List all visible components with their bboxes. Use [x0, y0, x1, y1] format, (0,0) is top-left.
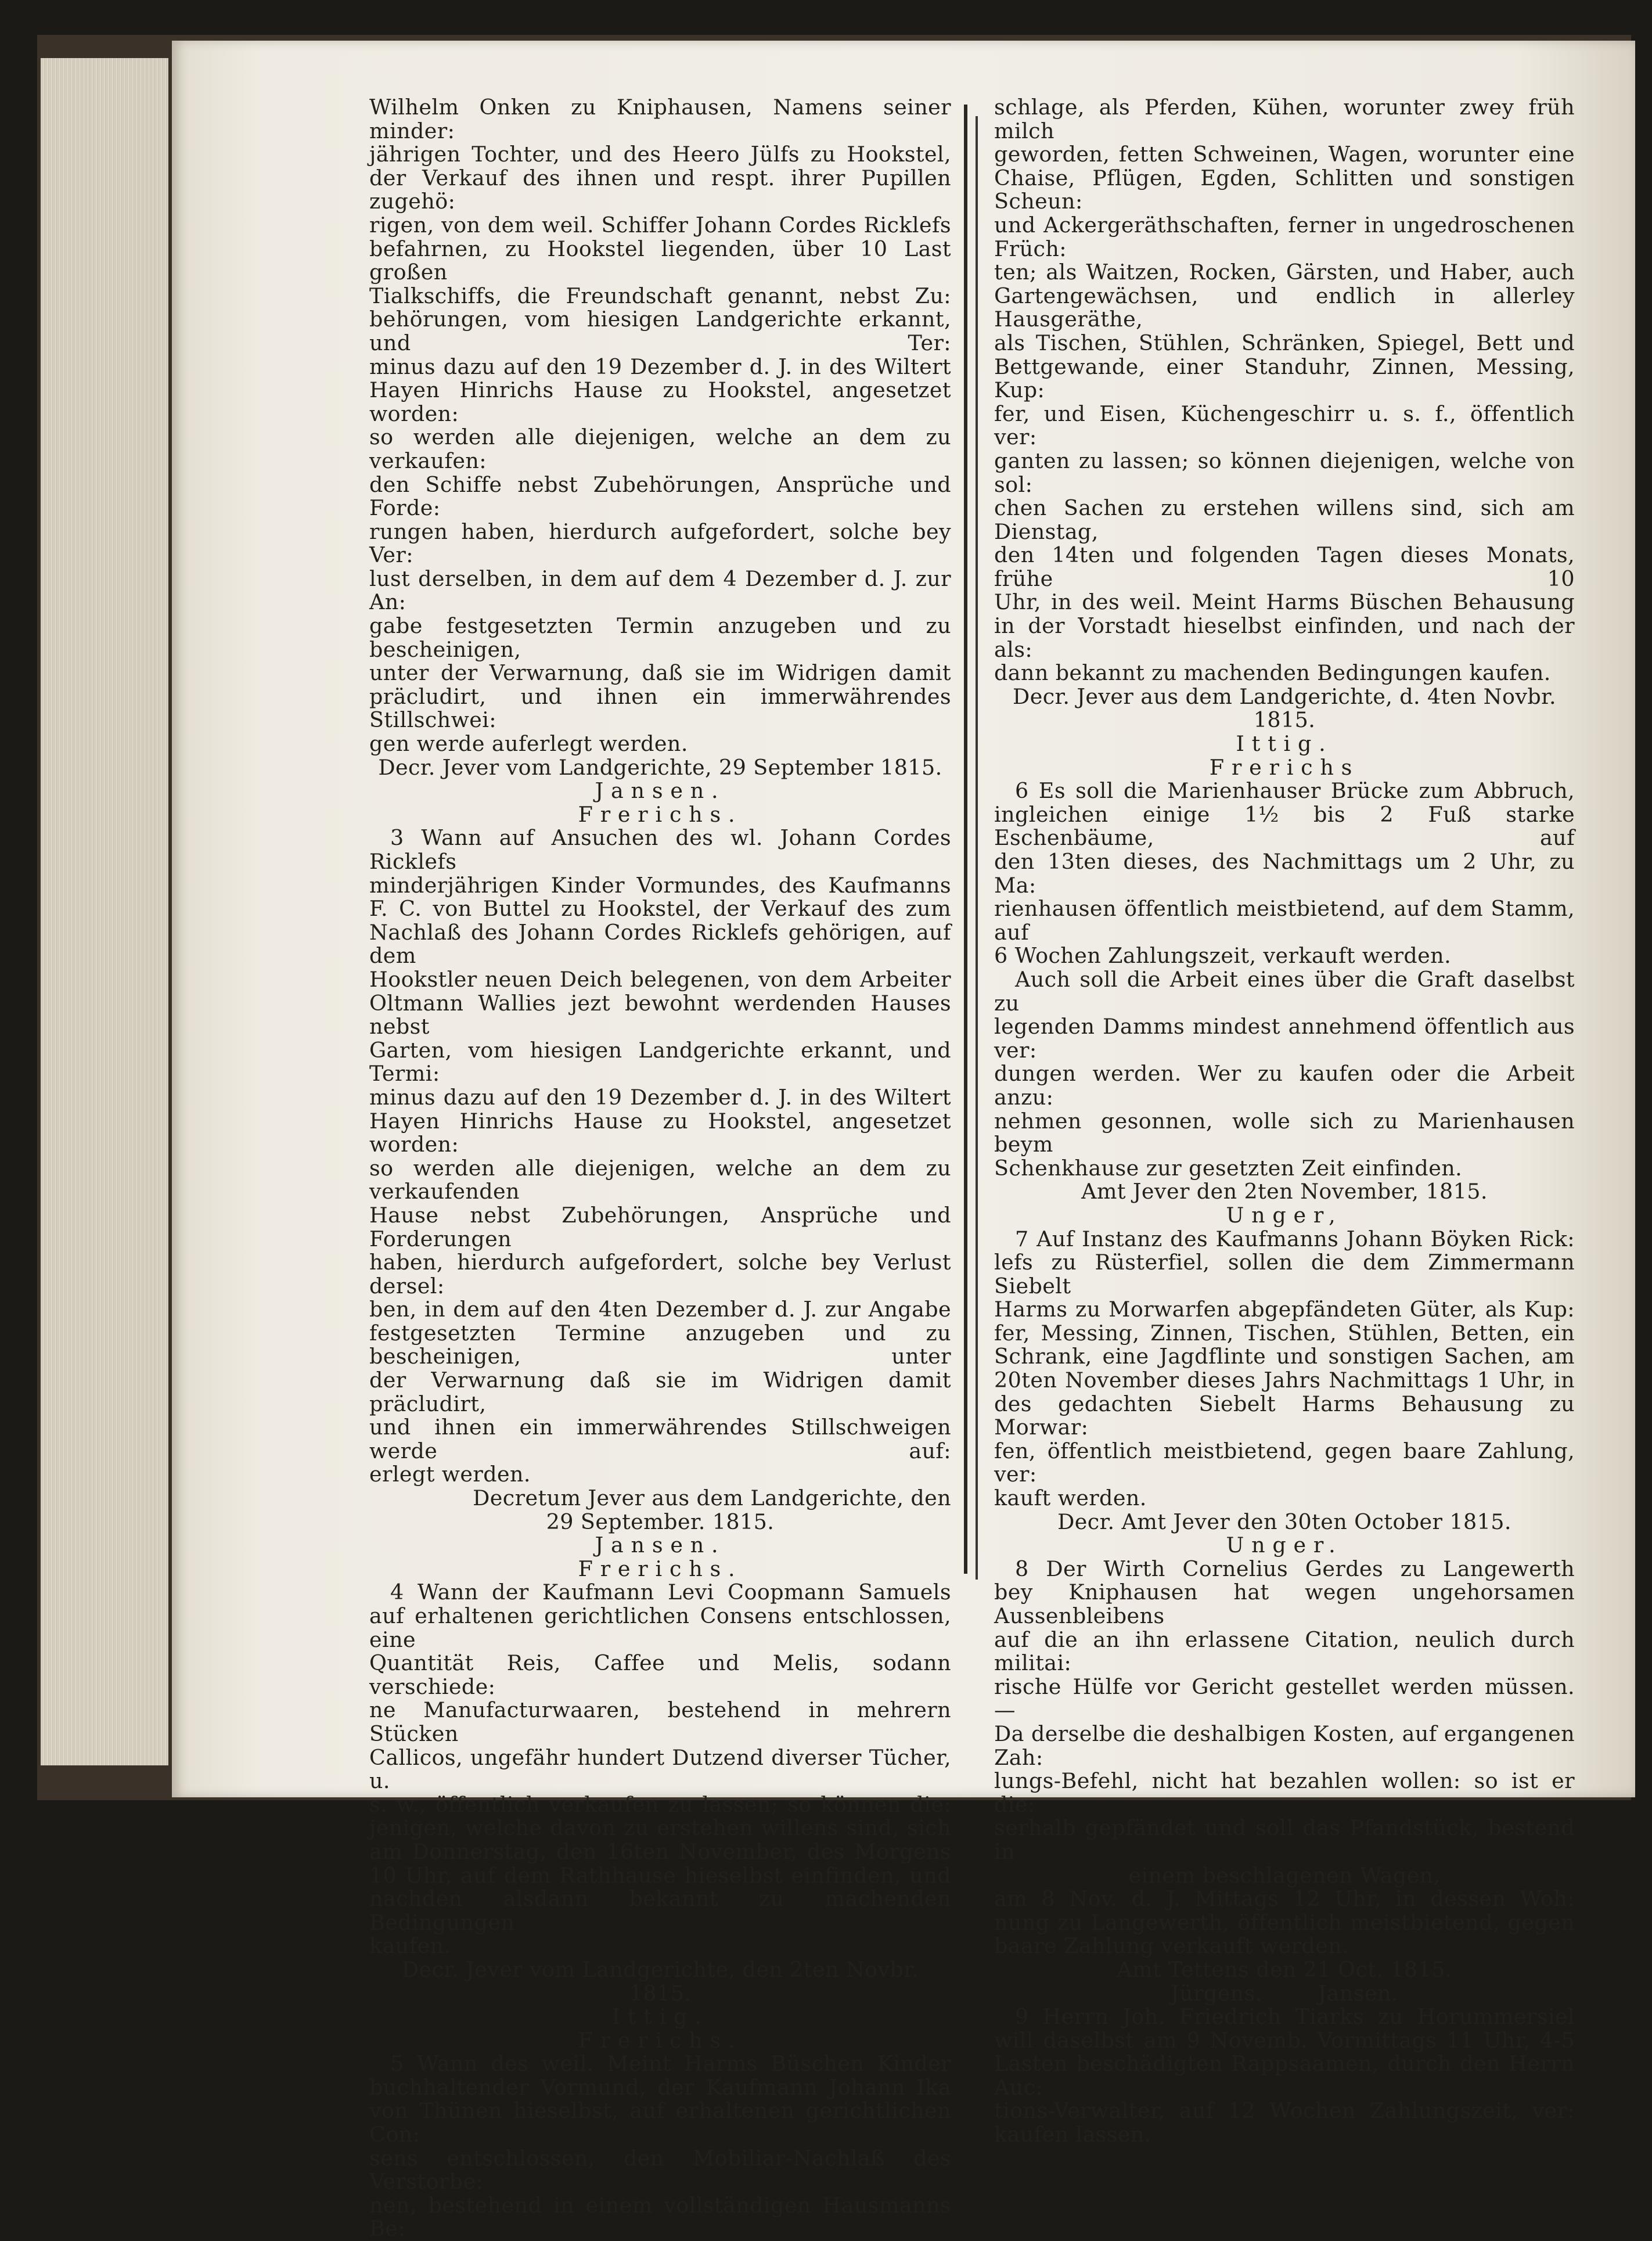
text-line: erlegt werden. [369, 1462, 531, 1487]
text-line: Harms zu Morwarfen abgepfändeten Güter, als Kup: [994, 1297, 1575, 1322]
text-line: nachden alsdann bekannt zu machenden Bedingungen [369, 1886, 951, 1935]
decree-line: Decretum Jever aus dem Landgerichte, den [473, 1485, 951, 1511]
notice-5-start: 5 Wann des weil. Meint Harms Büschen Kinder [390, 2051, 951, 2077]
signature-frerichs: Frerichs [1209, 754, 1360, 780]
notice-6-start: 6 Es soll die Marienhauser Brücke zum Abbruch, [1015, 778, 1575, 804]
signature-jansen: Jansen. [595, 778, 726, 804]
text-line: baare Zahlung verkauft werden. [994, 1933, 1349, 1959]
text-line: will daselbst am 9 Novemb. Vormittags 11 Uhr, 4-5 [994, 2027, 1575, 2053]
text-line: festgesetzten Termine anzugeben und zu bescheinigen, unter [369, 1320, 951, 1369]
text-line: rienhausen öffentlich meistbietend, auf dem Stamm, auf [994, 896, 1575, 945]
text-line: F. C. von Buttel zu Hookstel, der Verkauf des zum [369, 896, 951, 922]
notice-4-start: 4 Wann der Kaufmann Levi Coopmann Samuels [390, 1580, 951, 1605]
text-line: minus dazu auf den 19 Dezember d. J. in des Wiltert [369, 354, 951, 379]
text-line: befahrnen, zu Hookstel liegenden, über 10 Last großen [369, 236, 951, 285]
notice-8-start: 8 Der Wirth Cornelius Gerdes zu Langewerth [1015, 1556, 1575, 1581]
text-line: geworden, fetten Schweinen, Wagen, worunter eine [994, 142, 1575, 167]
notice-9-start: 9 Herrn Joh. Friedrich Tiarks zu Horummersiel [1015, 2004, 1575, 2030]
text-line: dungen werden. Wer zu kaufen oder die Arbeit anzu: [994, 1061, 1575, 1110]
signature-ittig: Ittig. [1236, 731, 1333, 757]
decree-line: Amt Jever den 2ten November, 1815. [1081, 1179, 1488, 1204]
text-line: buchhaltender Vormund, der Kaufmann Johann Ika [369, 2074, 951, 2100]
text-line: 20ten November dieses Jahrs Nachmittags 1 Uhr, in [994, 1368, 1575, 1393]
text-line: tions-Verwalter, auf 12 Wochen Zahlungszeit, ver: [994, 2098, 1575, 2124]
text-line: von Thünen hieselbst, auf erhaltenen gerichtlichen Con: [369, 2098, 951, 2148]
text-line: der Verwarnung daß sie im Widrigen damit präcludirt, [369, 1368, 951, 1416]
text-line: ingleichen einige 1½ bis 2 Fuß starke Eschenbäume, auf [994, 801, 1575, 851]
text-line: am 8 Nov. d. J. Mittags 12 Uhr, in dessen Woh: [994, 1886, 1575, 1912]
signature-ittig: Ittig. [611, 2004, 709, 2030]
text-line: chen Sachen zu erstehen willens sind, sich am Dienstag, [994, 495, 1575, 544]
text-line: jenigen, welche davon zu erstehen willens sind, sich [369, 1815, 951, 1841]
text-line: jährigen Tochter, und des Heero Jülfs zu Hookstel, [369, 142, 951, 167]
text-line: Lasten beschädigten Rappsaamen, durch den Herrn Auc: [994, 2051, 1575, 2100]
text-line: Auch soll die Arbeit eines über die Graft daselbst zu [994, 966, 1575, 1016]
signature-jansen: Jansen. [595, 1533, 726, 1558]
text-line: der Verkauf des ihnen und respt. ihrer Pupillen zugehö: [369, 165, 951, 214]
text-line: rungen haben, hierdurch aufgefordert, solche bey Ver: [369, 519, 951, 568]
text-line: Schrank, eine Jagdflinte und sonstigen Sachen, am [994, 1344, 1575, 1369]
text-line: rische Hülfe vor Gericht gestellet werden müssen. — [994, 1674, 1575, 1723]
text-line: minderjährigen Kinder Vormundes, des Kaufmanns [369, 872, 951, 898]
decree-line: Decr. Amt Jever den 30ten October 1815. [1057, 1509, 1511, 1534]
text-line: s. w., öffentlich verkaufen zu lassen; so können die: [369, 1792, 951, 1817]
text-line: Wilhelm Onken zu Kniphausen, Namens seiner minder: [369, 95, 951, 143]
text-line: Chaise, Pflügen, Egden, Schlitten und sonstigen Scheun: [994, 165, 1575, 214]
text-line: nehmen gesonnen, wolle sich zu Marienhausen beym [994, 1108, 1575, 1157]
text-line: Nachlaß des Johann Cordes Ricklefs gehörigen, auf dem [369, 919, 951, 969]
signature-unger: Unger, [1226, 1202, 1343, 1228]
text-line: Bettgewande, einer Standuhr, Zinnen, Messing, Kup: [994, 354, 1575, 403]
text-line: auf die an ihn erlassene Citation, neulich durch militai: [994, 1627, 1575, 1676]
text-line: haben, hierdurch aufgefordert, solche bey Verlust dersel: [369, 1250, 951, 1298]
text-line: Callicos, ungefähr hundert Dutzend diverser Tücher, u. [369, 1744, 951, 1794]
notice-7-start: 7 Auf Instanz des Kaufmanns Johann Böyken Rick: [1015, 1226, 1575, 1251]
text-line: so werden alle diejenigen, welche an dem zu verkaufen: [369, 425, 951, 473]
text-line: Tialkschiffs, die Freundschaft genannt, nebst Zu: [369, 283, 951, 308]
text-line: in der Vorstadt hieselbst einfinden, und nach der als: [994, 613, 1575, 662]
text-line: einem beschlagenen Wagen, [1128, 1862, 1441, 1888]
text-line: ben, in dem auf den 4ten Dezember d. J. zur Angabe [369, 1297, 951, 1322]
text-line: behörungen, vom hiesigen Landgerichte erkannt, und Ter: [369, 307, 951, 355]
text-line: des gedachten Siebelt Harms Behausung zu Morwar: [994, 1391, 1575, 1440]
text-line: Hayen Hinrichs Hause zu Hookstel, angesetzet worden: [369, 1108, 951, 1157]
text-line: Da derselbe die deshalbigen Kosten, auf ergangenen Zah: [994, 1721, 1575, 1770]
decree-line: Decr. Jever aus dem Landgerichte, d. 4ten Novbr. 1815. [1013, 684, 1556, 733]
signature-frerichs: Frerichs. [578, 2027, 743, 2053]
decree-line: Amt Tettens den 21 Oct. 1815. [1117, 1956, 1452, 1982]
text-line: unter der Verwarnung, daß sie im Widrigen damit [369, 660, 951, 686]
text-line: gen werde auferlegt werden. [369, 731, 688, 757]
right-column [994, 96, 1575, 2147]
signature-frerichs: Frerichs. [578, 1556, 743, 1581]
text-line: Schenkhause zur gesetzten Zeit einfinden. [994, 1155, 1463, 1181]
text-line: dann bekannt zu machenden Bedingungen kaufen. [994, 660, 1551, 686]
text-line: Hause nebst Zubehörungen, Ansprüche und Forderungen [369, 1202, 951, 1251]
text-line: fer, Messing, Zinnen, Tischen, Stühlen, Betten, ein [994, 1320, 1575, 1346]
text-line: 10 Uhr, auf dem Rathhause hieselbst einfinden, und [369, 1862, 951, 1888]
text-line: minus dazu auf den 19 Dezember d. J. in des Wiltert [369, 1084, 951, 1110]
column-rule-inner [976, 116, 978, 1580]
signatures-juergens-jansen: Jürgens. Jansen. [1171, 1980, 1398, 2006]
text-line: auf erhaltenen gerichtlichen Consens entschlossen, eine [369, 1603, 951, 1652]
text-line: Hookstler neuen Deich belegenen, von dem Arbeiter [369, 966, 951, 992]
text-line: schlage, als Pferden, Kühen, worunter zwey früh milch [994, 95, 1575, 143]
text-line: lungs-Befehl, nicht hat bezahlen wollen: so ist er die: [994, 1768, 1575, 1817]
text-line: sens entschlossen, den Mobiliar-Nachlaß des Verstorbe: [369, 2145, 951, 2195]
text-line: ten; als Waitzen, Rocken, Gärsten, und Haber, auch [994, 260, 1575, 285]
notice-3-start: 3 Wann auf Ansuchen des wl. Johann Cordes Ricklefs [369, 825, 951, 874]
text-line: Hayen Hinrichs Hause zu Hookstel, angesetzet worden: [369, 377, 951, 426]
text-line: legenden Damms mindest annehmend öffentlich aus ver: [994, 1014, 1575, 1063]
column-rule-outer [964, 105, 967, 1574]
text-line: ne Manufacturwaaren, bestehend in mehrern Stücken [369, 1697, 951, 1746]
text-line: 6 Wochen Zahlungszeit, verkauft werden. [994, 943, 1452, 969]
text-line: kaufen lassen. [994, 2122, 1151, 2148]
text-line: fer, und Eisen, Küchengeschirr u. s. f., öffentlich ver: [994, 401, 1575, 450]
left-column [369, 96, 951, 2241]
text-line: Uhr, in des weil. Meint Harms Büschen Behausung [994, 589, 1575, 615]
text-line: lust derselben, in dem auf dem 4 Dezember d. J. zur An: [369, 566, 951, 615]
text-line: und ihnen ein immerwährendes Stillschweigen werde auf: [369, 1415, 951, 1463]
text-line: lefs zu Rüsterfiel, sollen die dem Zimmermann Siebelt [994, 1250, 1575, 1298]
text-line: gabe festgesetzten Termin anzugeben und zu bescheinigen, [369, 613, 951, 662]
text-line: Oltmann Wallies jezt bewohnt werdenden Hauses nebst [369, 990, 951, 1039]
text-line: nung zu Langewerth, öffentlich meistbietend, gegen [994, 1909, 1575, 1935]
text-line: als Tischen, Stühlen, Schränken, Spiegel, Bett und [994, 330, 1575, 355]
text-line: fen, öffentlich meistbietend, gegen baare Zahlung, ver: [994, 1438, 1575, 1487]
text-line: bey Kniphausen hat wegen ungehorsamen Aussenbleibens [994, 1580, 1575, 1628]
text-line: nen, bestehend in einem vollständigen Hausmanns Be: [369, 2192, 951, 2241]
text-line: Garten, vom hiesigen Landgerichte erkannt, und Termi: [369, 1037, 951, 1087]
decree-line: Decr. Jever vom Landgerichte, den 2ten Novbr. 1815. [401, 1956, 919, 2006]
text-line: den Schiffe nebst Zubehörungen, Ansprüche und Forde: [369, 472, 951, 521]
decree-date: 29 September. 1815. [546, 1509, 775, 1534]
text-line: Gartengewächsen, und endlich in allerley Hausgeräthe, [994, 283, 1575, 332]
text-line: so werden alle diejenigen, welche an dem zu verkaufenden [369, 1155, 951, 1204]
text-line: serhalb gepfändet und soll das Pfandstück, bestend in [994, 1815, 1575, 1864]
text-line: am Donnerstag, den 16ten November, des Morgens [369, 1839, 951, 1864]
text-line: Quantität Reis, Caffee und Melis, sodann verschiede: [369, 1650, 951, 1699]
text-line: den 14ten und folgenden Tagen dieses Monats, frühe 10 [994, 542, 1575, 591]
text-line: den 13ten dieses, des Nachmittags um 2 Uhr, zu Ma: [994, 849, 1575, 898]
text-line: präcludirt, und ihnen ein immerwährendes Stillschwei: [369, 684, 951, 733]
text-line: ganten zu lassen; so können diejenigen, welche von sol: [994, 448, 1575, 497]
decree-line: Decr. Jever vom Landgerichte, 29 September 1815. [378, 754, 942, 780]
page-stack-edge [41, 58, 168, 1765]
signature-frerichs: Frerichs. [578, 801, 743, 827]
signature-unger: Unger. [1226, 1533, 1343, 1558]
text-line: rigen, von dem weil. Schiffer Johann Cordes Ricklefs [369, 212, 951, 238]
text-line: und Ackergeräthschaften, ferner in ungedroschenen Früch: [994, 212, 1575, 261]
text-line: kauft werden. [994, 1485, 1147, 1511]
text-line: kaufen. [369, 1933, 451, 1959]
